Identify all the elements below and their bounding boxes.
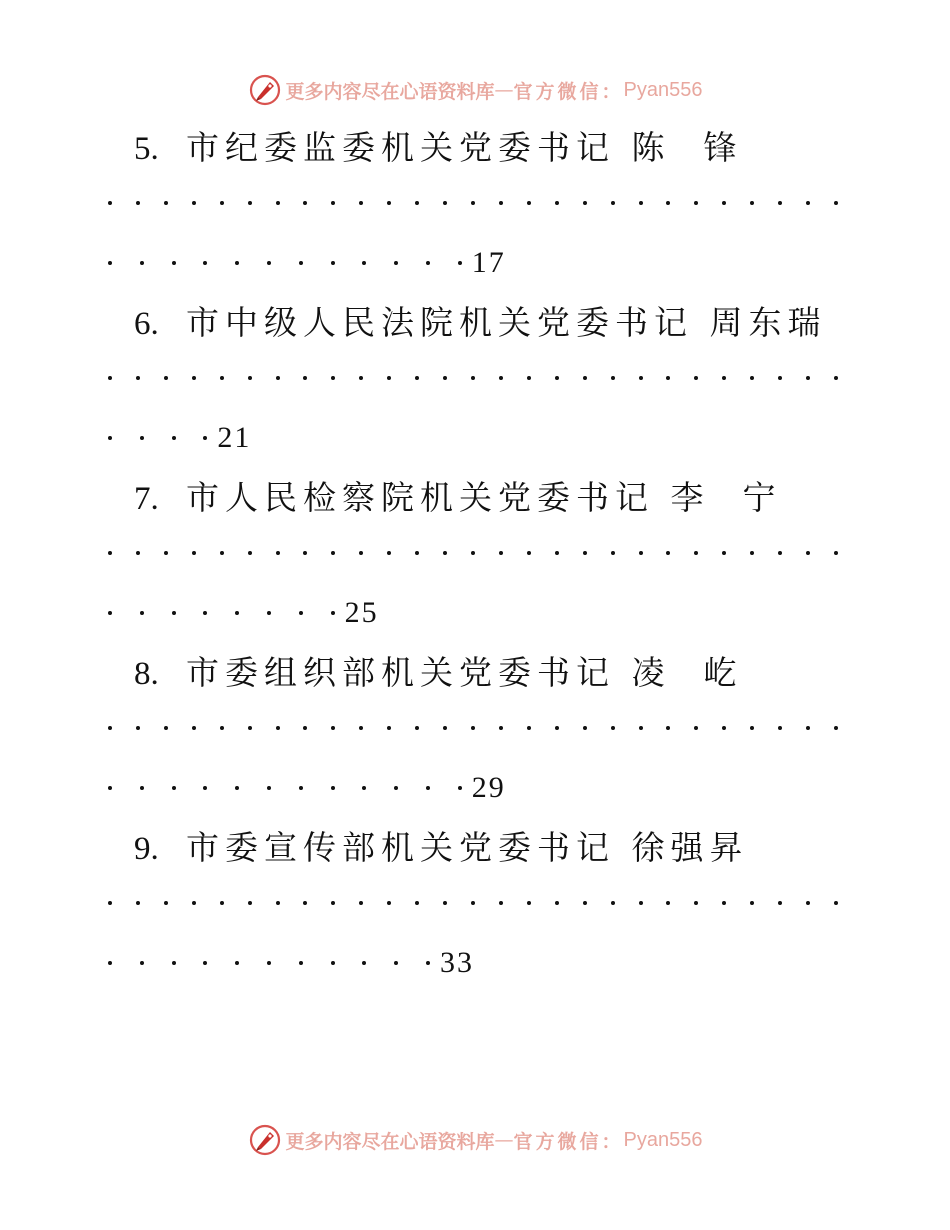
leader-dot — [583, 201, 587, 205]
leader-dot — [164, 376, 168, 380]
leader-dot — [666, 901, 670, 905]
leader-dot — [611, 376, 615, 380]
leader-dot — [527, 201, 531, 205]
leader-dot — [267, 611, 271, 615]
toc-entry-text: 市纪委监委机关党委书记 — [186, 128, 615, 167]
toc-leader-dots — [108, 358, 838, 398]
leader-dot — [387, 201, 391, 205]
watermark-separator: — — [494, 1129, 514, 1151]
leader-dot — [235, 611, 239, 615]
leader-dot — [555, 726, 559, 730]
leader-dot — [694, 901, 698, 905]
leader-dot — [164, 726, 168, 730]
leader-dot — [248, 376, 252, 380]
leader-dot — [443, 901, 447, 905]
leader-dot — [527, 726, 531, 730]
leader-dot — [192, 551, 196, 555]
leader-dot — [394, 961, 398, 965]
leader-dot — [555, 901, 559, 905]
leader-dot — [426, 961, 430, 965]
leader-dot — [834, 901, 838, 905]
leader-dot — [527, 901, 531, 905]
toc-entry-text: 市人民检察院机关党委书记 — [186, 478, 654, 517]
toc-page-line — [108, 768, 506, 808]
toc-leader-dots — [108, 533, 838, 573]
leader-dot — [443, 376, 447, 380]
header-watermark — [0, 70, 950, 110]
toc-page-line — [108, 418, 251, 458]
leader-dot — [192, 376, 196, 380]
toc-entry-title[interactable] — [134, 478, 781, 519]
leader-dot — [458, 786, 462, 790]
leader-dot — [387, 726, 391, 730]
leader-dot — [203, 436, 207, 440]
leader-dot — [583, 551, 587, 555]
leader-dot — [639, 726, 643, 730]
leader-dot — [192, 201, 196, 205]
leader-dot — [108, 901, 112, 905]
leader-dot — [471, 551, 475, 555]
leader-dot — [443, 726, 447, 730]
leader-dot — [108, 376, 112, 380]
leader-dot — [172, 436, 176, 440]
leader-dot — [203, 786, 207, 790]
leader-dot — [666, 726, 670, 730]
leader-dot — [834, 726, 838, 730]
leader-dot — [750, 201, 754, 205]
leader-dot — [611, 551, 615, 555]
leader-dot — [299, 261, 303, 265]
leader-dot — [362, 261, 366, 265]
toc-page-number[interactable]: 17 — [471, 246, 506, 279]
leader-dot — [248, 201, 252, 205]
leader-dot — [136, 726, 140, 730]
leader-dot — [666, 551, 670, 555]
leader-dot — [834, 376, 838, 380]
leader-dot — [108, 436, 112, 440]
leader-dot — [172, 261, 176, 265]
leader-dot — [140, 961, 144, 965]
toc-page-line — [108, 243, 506, 283]
leader-dot — [108, 551, 112, 555]
leader-dot — [248, 901, 252, 905]
leader-dot — [415, 376, 419, 380]
leader-dot — [276, 726, 280, 730]
leader-dot — [639, 376, 643, 380]
leader-dot — [267, 261, 271, 265]
leader-dot — [499, 726, 503, 730]
leader-dot — [415, 551, 419, 555]
leader-dot — [220, 376, 224, 380]
leader-dot — [248, 726, 252, 730]
toc-page-line — [108, 943, 474, 983]
leader-dot — [471, 901, 475, 905]
leader-dot — [248, 551, 252, 555]
toc-entry-person: 徐强昇 — [631, 828, 749, 867]
leader-dot — [331, 551, 335, 555]
leader-dot — [331, 376, 335, 380]
leader-dot — [694, 551, 698, 555]
leader-dot — [639, 551, 643, 555]
leader-dot — [499, 901, 503, 905]
pen-nib-circle-icon — [248, 1123, 282, 1157]
toc-entry-person: 李 宁 — [670, 478, 782, 517]
leader-dot — [583, 376, 587, 380]
leader-dot — [276, 376, 280, 380]
leader-dot — [276, 201, 280, 205]
leader-dot — [750, 726, 754, 730]
leader-dot — [443, 551, 447, 555]
leader-dot — [359, 376, 363, 380]
leader-dot — [555, 551, 559, 555]
toc-entry-title[interactable] — [134, 653, 742, 694]
leader-dot — [136, 201, 140, 205]
toc-entry-number: 8. — [134, 656, 159, 692]
leader-dot — [750, 551, 754, 555]
leader-dot — [458, 261, 462, 265]
leader-dot — [722, 726, 726, 730]
toc-entry-text: 市委组织部机关党委书记 — [186, 653, 615, 692]
leader-dot — [220, 901, 224, 905]
leader-dot — [639, 201, 643, 205]
leader-dot — [527, 376, 531, 380]
leader-dot — [108, 786, 112, 790]
leader-dot — [164, 201, 168, 205]
leader-dot — [140, 611, 144, 615]
leader-dot — [639, 901, 643, 905]
leader-dot — [331, 786, 335, 790]
leader-dot — [235, 261, 239, 265]
leader-dot — [611, 901, 615, 905]
leader-dot — [331, 961, 335, 965]
leader-dot — [750, 901, 754, 905]
leader-dot — [108, 201, 112, 205]
leader-dot — [220, 726, 224, 730]
toc-entry-number: 5. — [134, 131, 159, 167]
leader-dot — [806, 726, 810, 730]
toc-page-number[interactable]: 21 — [217, 421, 252, 454]
leader-dot — [499, 551, 503, 555]
leader-dot — [220, 201, 224, 205]
leader-dot — [235, 786, 239, 790]
leader-dot — [140, 261, 144, 265]
toc-entry-number: 7. — [134, 481, 159, 517]
toc-entry-person: 陈 锋 — [631, 128, 743, 167]
watermark-text: 更多内容尽在心语资料库 — [285, 1130, 495, 1153]
toc-leader-dots — [108, 708, 838, 748]
leader-dot — [108, 726, 112, 730]
leader-dot — [426, 261, 430, 265]
leader-dot — [666, 201, 670, 205]
leader-dot — [778, 551, 782, 555]
watermark-separator: — — [494, 79, 514, 101]
leader-dot — [806, 201, 810, 205]
leader-dot — [331, 901, 335, 905]
leader-dot — [136, 551, 140, 555]
leader-dot — [359, 901, 363, 905]
leader-dot — [499, 376, 503, 380]
toc-entry-person: 周东瑞 — [709, 303, 827, 342]
leader-dot — [722, 551, 726, 555]
leader-dot — [136, 901, 140, 905]
watermark-id: Pyan556 — [623, 1128, 703, 1151]
pen-nib-circle-icon — [248, 73, 282, 107]
leader-dot — [387, 376, 391, 380]
leader-dot — [359, 201, 363, 205]
leader-dot — [778, 901, 782, 905]
toc-entry-space — [615, 828, 632, 867]
leader-dot — [108, 611, 112, 615]
leader-dot — [722, 376, 726, 380]
leader-dot — [299, 786, 303, 790]
watermark-id: Pyan556 — [623, 78, 703, 101]
leader-dot — [834, 551, 838, 555]
leader-dot — [722, 201, 726, 205]
leader-dot — [611, 201, 615, 205]
leader-dot — [359, 726, 363, 730]
leader-dot — [331, 201, 335, 205]
leader-dot — [331, 611, 335, 615]
toc-leader-dots — [108, 183, 838, 223]
leader-dot — [694, 201, 698, 205]
leader-dot — [140, 786, 144, 790]
leader-dot — [136, 376, 140, 380]
leader-dot — [220, 551, 224, 555]
leader-dot — [267, 961, 271, 965]
leader-dot — [359, 551, 363, 555]
leader-dot — [806, 901, 810, 905]
leader-dot — [362, 961, 366, 965]
leader-dot — [694, 726, 698, 730]
leader-dot — [394, 786, 398, 790]
leader-dot — [415, 901, 419, 905]
toc-entry-space — [654, 478, 671, 517]
leader-dot — [276, 551, 280, 555]
leader-dot — [331, 726, 335, 730]
leader-dot — [666, 376, 670, 380]
toc-page-number[interactable]: 29 — [471, 771, 506, 804]
leader-dot — [443, 201, 447, 205]
leader-dot — [834, 201, 838, 205]
leader-dot — [303, 201, 307, 205]
leader-dot — [722, 901, 726, 905]
leader-dot — [362, 786, 366, 790]
leader-dot — [471, 376, 475, 380]
leader-dot — [172, 786, 176, 790]
leader-dot — [387, 551, 391, 555]
leader-dot — [778, 726, 782, 730]
leader-dot — [303, 726, 307, 730]
toc-entry-title[interactable] — [134, 303, 827, 344]
toc-entry-person: 凌 屹 — [631, 653, 743, 692]
footer-watermark — [0, 1120, 950, 1160]
toc-entry-title[interactable] — [134, 128, 742, 169]
leader-dot — [415, 726, 419, 730]
toc-entry-text: 市中级人民法院机关党委书记 — [186, 303, 693, 342]
leader-dot — [267, 786, 271, 790]
leader-dot — [164, 901, 168, 905]
watermark-text: 更多内容尽在心语资料库 — [285, 80, 495, 103]
leader-dot — [778, 376, 782, 380]
leader-dot — [303, 901, 307, 905]
leader-dot — [331, 261, 335, 265]
leader-dot — [140, 436, 144, 440]
toc-page-number[interactable]: 25 — [344, 596, 379, 629]
toc-leader-dots — [108, 883, 838, 923]
leader-dot — [806, 551, 810, 555]
watermark-label: 官方微信： — [513, 1130, 624, 1153]
leader-dot — [499, 201, 503, 205]
toc-entry-number: 6. — [134, 306, 159, 342]
leader-dot — [611, 726, 615, 730]
leader-dot — [583, 726, 587, 730]
toc-entry-number: 9. — [134, 831, 159, 867]
leader-dot — [555, 376, 559, 380]
leader-dot — [276, 901, 280, 905]
leader-dot — [203, 611, 207, 615]
leader-dot — [778, 201, 782, 205]
leader-dot — [192, 726, 196, 730]
leader-dot — [806, 376, 810, 380]
leader-dot — [108, 961, 112, 965]
leader-dot — [527, 551, 531, 555]
toc-entry-title[interactable] — [134, 828, 749, 869]
leader-dot — [172, 961, 176, 965]
leader-dot — [235, 961, 239, 965]
leader-dot — [555, 201, 559, 205]
toc-entry-space — [615, 128, 632, 167]
toc-page-line — [108, 593, 379, 633]
leader-dot — [394, 261, 398, 265]
leader-dot — [387, 901, 391, 905]
toc-page-number[interactable]: 33 — [439, 946, 474, 979]
toc-entry-space — [615, 653, 632, 692]
leader-dot — [750, 376, 754, 380]
toc-entry-space — [693, 303, 710, 342]
leader-dot — [108, 261, 112, 265]
leader-dot — [426, 786, 430, 790]
leader-dot — [299, 961, 303, 965]
leader-dot — [694, 376, 698, 380]
leader-dot — [299, 611, 303, 615]
leader-dot — [415, 201, 419, 205]
leader-dot — [471, 201, 475, 205]
leader-dot — [203, 961, 207, 965]
leader-dot — [303, 376, 307, 380]
leader-dot — [471, 726, 475, 730]
leader-dot — [203, 261, 207, 265]
leader-dot — [303, 551, 307, 555]
watermark-label: 官方微信： — [513, 80, 624, 103]
toc-entry-text: 市委宣传部机关党委书记 — [186, 828, 615, 867]
leader-dot — [192, 901, 196, 905]
leader-dot — [583, 901, 587, 905]
leader-dot — [164, 551, 168, 555]
leader-dot — [172, 611, 176, 615]
